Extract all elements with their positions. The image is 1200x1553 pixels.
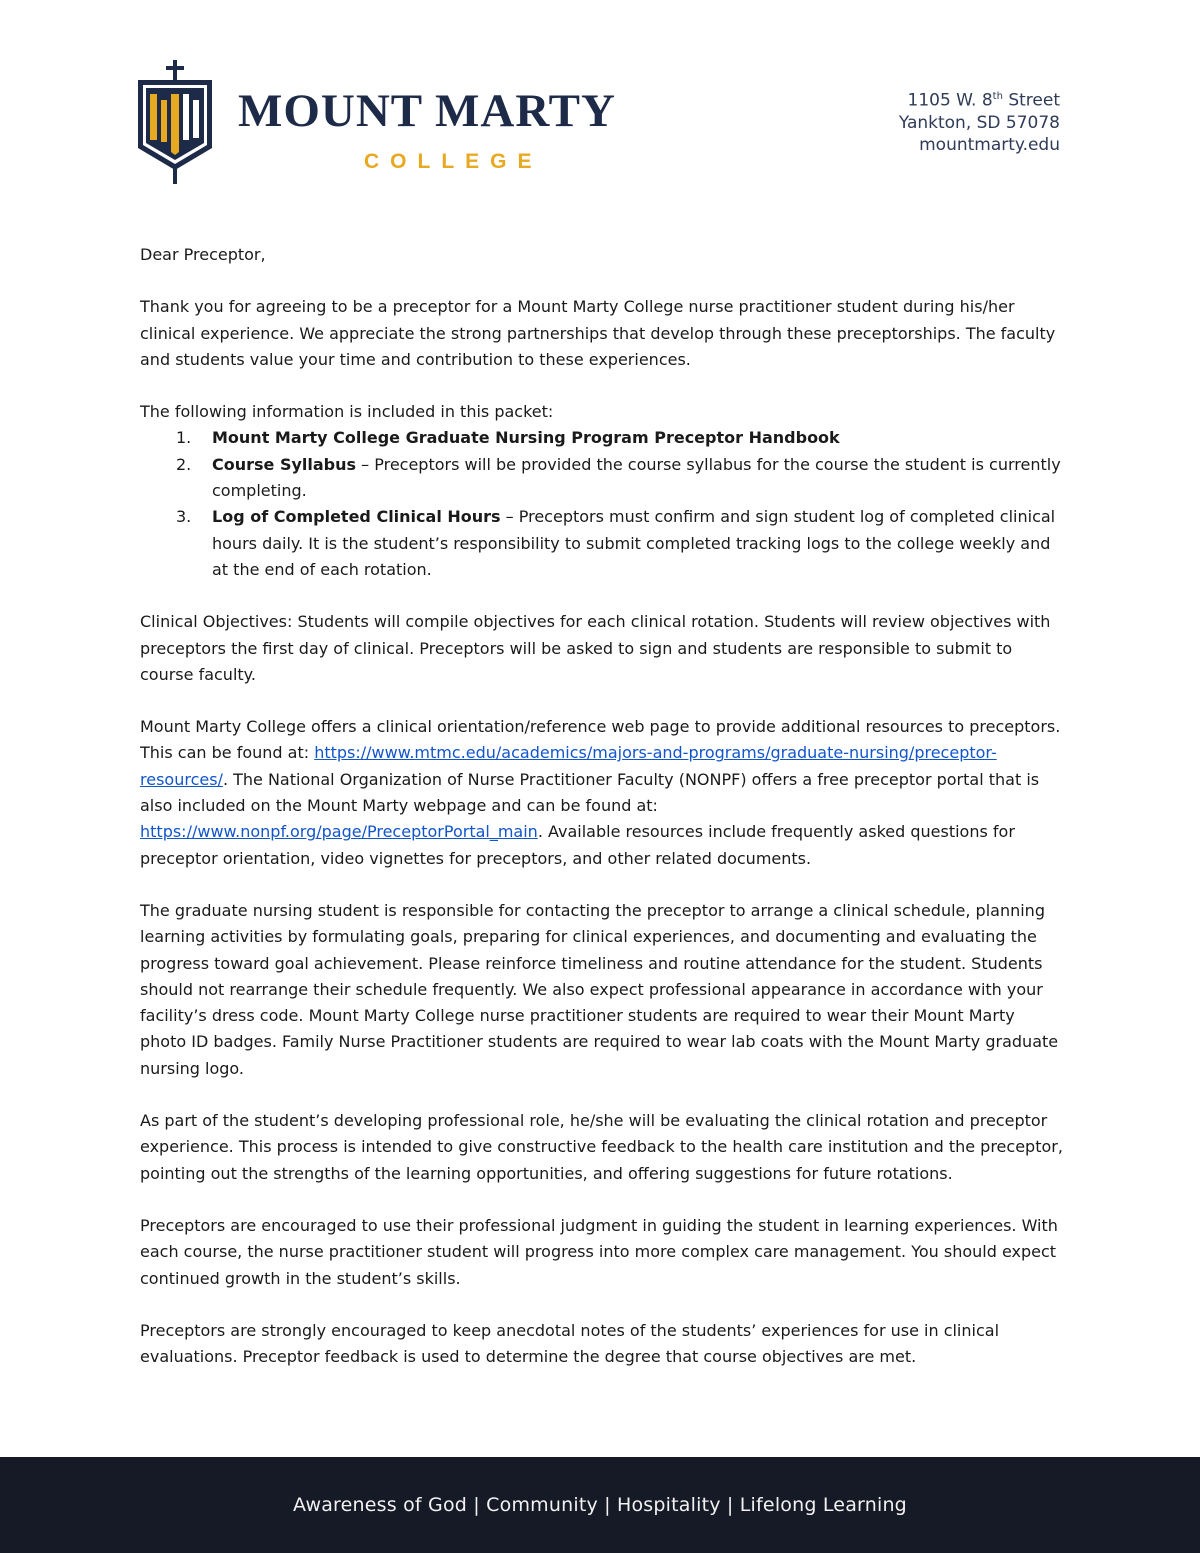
salutation: Dear Preceptor, xyxy=(140,245,266,264)
paragraph-evaluation: As part of the student’s developing professional role, he/she will be evaluating the clinical rotation and preceptor experience. This process is intended to give constructive feedback to the health care institution and the preceptor, pointing out the strengths of the learning opportunities, and offering suggestions for future rotations. xyxy=(140,1111,1063,1183)
college-subtitle: COLLEGE xyxy=(364,150,543,173)
packet-list xyxy=(140,425,1065,583)
resources-link-mtmc[interactable]: https://www.mtmc.edu/academics/majors-and-programs/graduate-nursing/preceptor-resources/ xyxy=(140,743,997,789)
list-item: 2. Course Syllabus – Preceptors will be provided the course syllabus for the course the student is currently completing. xyxy=(176,454,1061,501)
paragraph-objectives: Clinical Objectives: Students will compile objectives for each clinical rotation. Students will review objectives with preceptors the first day of clinical. Preceptors will be asked to sign and students are responsible to submit to course faculty. xyxy=(140,612,1051,684)
resources-link-nonpf[interactable]: https://www.nonpf.org/page/PreceptorPortal_main xyxy=(140,822,538,842)
college-name: MOUNT MARTY xyxy=(238,85,616,137)
list-item: 1. Mount Marty College Graduate Nursing Program Preceptor Handbook xyxy=(176,428,840,448)
footer-bar xyxy=(0,1457,1200,1553)
address-street: 1105 W. 8th Street xyxy=(907,90,1060,111)
list-intro: The following information is included in this packet: xyxy=(140,402,554,422)
address-city: Yankton, SD 57078 xyxy=(898,112,1060,133)
college-wordmark xyxy=(238,85,616,173)
footer-motto: Awareness of God | Community | Hospitality | Lifelong Learning xyxy=(293,1494,907,1516)
paragraph-notes: Preceptors are strongly encouraged to keep anecdotal notes of the students’ experiences for use in clinical evaluations. Preceptor feedback is used to determine the degree that course objectives are met. xyxy=(140,1320,1000,1367)
paragraph-responsibility: The graduate nursing student is responsible for contacting the preceptor to arrange a clinical schedule, planning learning activities by formulating goals, preparing for clinical experiences, and documenting and evaluating the progress toward goal achievement. Please reinforce timeliness and routine attendance for the student. Students should not rearrange their schedule frequently. We also expect professional appearance in accordance with your facility’s dress code. Mount Marty College nurse practitioner students are required to wear their Mount Marty photo ID badges. Family Nurse Practitioner students are required to wear lab coats with the Mount Marty graduate nursing logo. xyxy=(140,900,1059,1078)
letter-body xyxy=(140,242,1065,1396)
list-item: 3. Log of Completed Clinical Hours – Preceptors must confirm and sign student log of completed clinical hours daily. It is the student’s responsibility to submit completed tracking logs to the college weekly and at the end of each rotation. xyxy=(176,507,1056,579)
paragraph-resources: Mount Marty College offers a clinical orientation/reference web page to provide additional resources to preceptors. This can be found at: https://www.mtmc.edu/academics/majors-and-programs/graduate-nursing/preceptor-resources/. The National Organization of Nurse Practitioner Faculty (NONPF) offers a free preceptor portal that is also included on the Mount Marty webpage and can be found at: https://www.nonpf.org/page/PreceptorPortal_main. Available resources include frequently asked questions for preceptor orientation, video vignettes for preceptors, and other related documents. xyxy=(140,717,1061,868)
address-block xyxy=(899,86,1060,156)
paragraph-thanks: Thank you for agreeing to be a preceptor for a Mount Marty College nurse practitioner student during his/her clinical experience. We appreciate the strong partnerships that develop through these preceptorships. The faculty and students value your time and contribution to these experiences. xyxy=(140,297,1056,369)
paragraph-judgment: Preceptors are encouraged to use their professional judgment in guiding the student in learning experiences. With each course, the nurse practitioner student will progress into more complex care management. You should expect continued growth in the student’s skills. xyxy=(140,1215,1058,1288)
address-website[interactable]: mountmarty.edu xyxy=(919,134,1060,155)
college-crest-logo xyxy=(134,60,216,184)
